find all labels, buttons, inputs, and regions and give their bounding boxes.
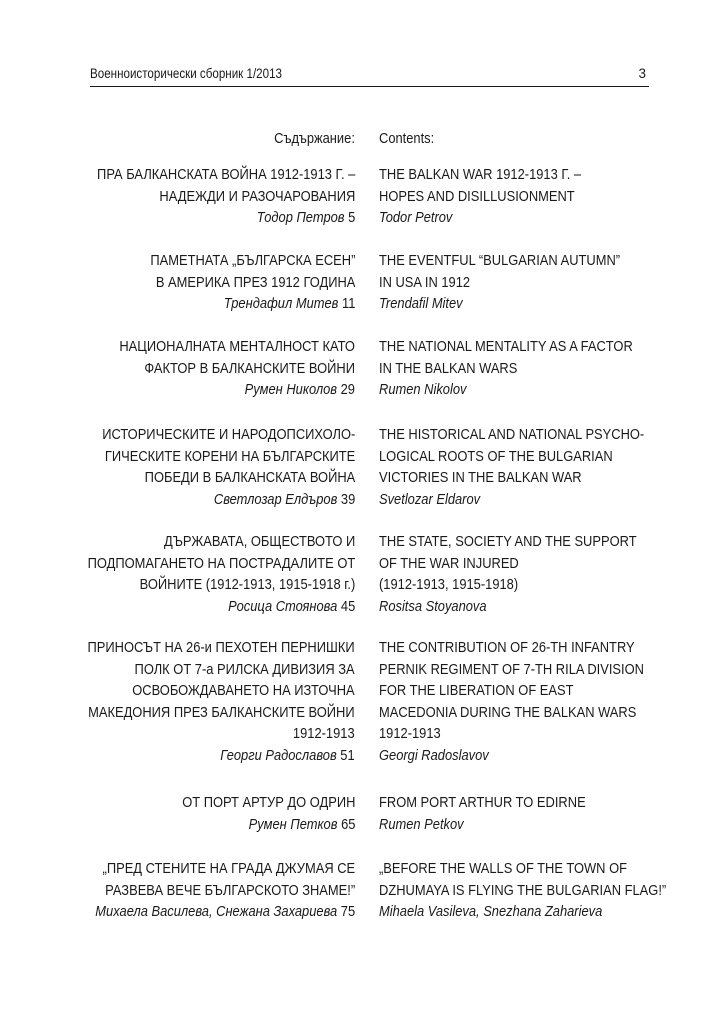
entry-author-bg: Трендафил Митев — [223, 295, 339, 312]
entry-title-en-line: THE CONTRIBUTION OF 26-TH INFANTRY — [379, 639, 635, 656]
entry-author-en: Rumen Nikolov — [379, 381, 467, 398]
entry-title-en-line: DZHUMAYA IS FLYING THE BULGARIAN FLAG!” — [379, 881, 667, 899]
toc-entry-en — [379, 250, 620, 315]
entry-title-en-line: (1912-1913, 1915-1918) — [379, 576, 519, 593]
toc-entry-en — [379, 531, 637, 617]
toc-entry-bg — [88, 637, 355, 766]
entry-title-bg-line: ПРИНОСЪТ НА 26-и ПЕХОТЕН ПЕРНИШКИ — [87, 639, 355, 656]
entry-title-bg-line: МАКЕДОНИЯ ПРЕЗ БАЛКАНСКИТЕ ВОЙНИ — [88, 703, 355, 721]
entry-title-en-line: THE EVENTFUL “BULGARIAN AUTUMN” — [379, 252, 621, 269]
entry-title-bg-line: ПОБЕДИ В БАЛКАНСКАТА ВОЙНА — [144, 469, 355, 486]
page-number: 3 — [638, 66, 646, 81]
entry-page-number: 39 — [340, 490, 355, 508]
entry-title-en-line: MACEDONIA DURING THE BALKAN WARS — [379, 703, 637, 721]
toc-entry-bg — [95, 858, 355, 923]
entry-author-page-bg — [88, 745, 355, 767]
entry-author-bg: Михаела Василева, Снежана Захариева — [95, 903, 338, 920]
entry-author-en: Todor Petrov — [379, 209, 453, 226]
entry-title-bg-line: 1912-1913 — [293, 725, 355, 742]
entry-title-bg-line: ПОЛК ОТ 7-а РИЛСКА ДИВИЗИЯ ЗА — [134, 660, 355, 678]
toc-entry-bg — [87, 531, 355, 617]
entry-title-en-line: IN THE BALKAN WARS — [379, 359, 518, 377]
entry-author-page-bg — [150, 293, 355, 315]
entry-title-en-line: PERNIK REGIMENT OF 7-TH RILA DIVISION — [379, 660, 644, 678]
entry-author-en: Mihaela Vasileva, Snezhana Zaharieva — [379, 903, 603, 920]
entry-title-en-line: THE STATE, SOCIETY AND THE SUPPORT — [379, 533, 637, 550]
entry-author-bg: Георги Радославов — [220, 746, 338, 764]
entry-author-en: Rumen Petkov — [379, 815, 464, 833]
entry-title-en-line: THE NATIONAL MENTALITY AS A FACTOR — [379, 338, 633, 355]
entry-title-bg-line: ВОЙНИТЕ (1912-1913, 1915-1918 г.) — [139, 576, 355, 593]
entry-title-en-line: FOR THE LIBERATION OF EAST — [379, 682, 574, 699]
entry-title-bg-line: ДЪРЖАВАТА, ОБЩЕСТВОТО И — [163, 533, 355, 550]
entry-author-en: Svetlozar Eldarov — [379, 490, 481, 508]
entry-title-en-line: THE BALKAN WAR 1912-1913 Г. – — [379, 166, 582, 183]
entry-title-bg-line: НАЦИОНАЛНАТА МЕНТАЛНОСТ КАТО — [119, 338, 355, 355]
entry-title-bg-line: В АМЕРИКА ПРЕЗ 1912 ГОДИНА — [155, 273, 355, 291]
toc-entry-bg — [150, 250, 355, 315]
toc-entry-en — [379, 336, 633, 401]
entry-author-page-bg — [87, 596, 355, 618]
entry-page-number: 75 — [340, 903, 355, 920]
entry-title-en-line: THE HISTORICAL AND NATIONAL PSYCHO- — [379, 426, 645, 443]
toc-entry-bg — [119, 336, 355, 401]
entry-page-number: 5 — [347, 209, 355, 226]
entry-title-en-line: FROM PORT ARTHUR TO EDIRNE — [379, 794, 586, 811]
contents-heading-en: Contents: — [379, 130, 435, 147]
toc-entry-bg — [102, 424, 355, 510]
entry-page-number: 65 — [340, 815, 355, 833]
entry-title-en-line: HOPES AND DISILLUSIONMENT — [379, 187, 575, 205]
entry-author-page-bg — [182, 814, 355, 836]
entry-author-page-bg — [97, 207, 355, 229]
entry-author-page-bg — [102, 489, 355, 511]
entry-title-en-line: 1912-1913 — [379, 725, 441, 742]
entry-title-bg-line: ФАКТОР В БАЛКАНСКИТЕ ВОЙНИ — [144, 359, 355, 377]
entry-title-bg-line: ИСТОРИЧЕСКИТЕ И НАРОДОПСИХОЛО- — [101, 426, 355, 443]
entry-author-page-bg — [119, 379, 355, 401]
entry-title-bg-line: „ПРЕД СТЕНИТЕ НА ГРАДА ДЖУМАЯ СЕ — [102, 860, 356, 877]
entry-title-en-line: IN USA IN 1912 — [379, 273, 471, 291]
entry-title-bg-line: ПАМЕТНАТА „БЪЛГАРСКА ЕСЕН” — [149, 252, 355, 269]
entry-author-bg: Румен Николов — [244, 381, 338, 398]
contents-heading-bg: Съдържание: — [274, 130, 355, 147]
entry-page-number: 11 — [341, 295, 355, 312]
entry-page-number: 51 — [340, 746, 355, 764]
entry-author-en: Georgi Radoslavov — [379, 746, 489, 764]
entry-title-bg-line: ОСВОБОЖДАВАНЕТО НА ИЗТОЧНА — [132, 682, 355, 699]
entry-author-bg: Тодор Петров — [256, 209, 345, 226]
entry-author-bg: Светлозар Елдъров — [213, 490, 338, 508]
entry-title-bg-line: ПОДПОМАГАНЕТО НА ПОСТРАДАЛИТЕ ОТ — [87, 554, 355, 572]
entry-page-number: 45 — [340, 597, 355, 615]
toc-entry-en — [379, 424, 644, 510]
toc-entry-bg — [97, 164, 355, 229]
entry-title-en-line: VICTORIES IN THE BALKAN WAR — [379, 469, 582, 486]
entry-author-bg: Румен Петков — [248, 815, 338, 833]
entry-author-page-bg — [95, 901, 355, 923]
entry-author-en: Rositsa Stoyanova — [379, 597, 487, 615]
toc-entry-en — [379, 164, 581, 229]
toc-entry-en — [379, 858, 666, 923]
toc-entry-en — [379, 792, 586, 835]
entry-title-bg-line: ПРА БАЛКАНСКАТА ВОЙНА 1912-1913 Г. – — [96, 166, 355, 183]
toc-entry-bg — [182, 792, 355, 835]
entry-title-bg-line: РАЗВЕВА ВЕЧЕ БЪЛГАРСКОТО ЗНАМЕ!” — [104, 881, 356, 899]
entry-title-bg-line: ГИЧЕСКИТЕ КОРЕНИ НА БЪЛГАРСКИТЕ — [104, 447, 355, 465]
entry-author-en: Trendafil Mitev — [379, 295, 463, 312]
entry-page-number: 29 — [340, 381, 355, 398]
entry-title-bg-line: ОТ ПОРТ АРТУР ДО ОДРИН — [181, 794, 355, 811]
journal-title: Военноисторически сборник 1/2013 — [90, 66, 283, 81]
entry-title-en-line: OF THE WAR INJURED — [379, 554, 519, 572]
entry-author-bg: Росица Стоянова — [227, 597, 338, 615]
running-header — [90, 66, 650, 86]
entry-title-bg-line: НАДЕЖДИ И РАЗОЧАРОВАНИЯ — [159, 187, 355, 205]
header-rule — [90, 86, 649, 87]
toc-entry-en — [379, 637, 644, 766]
entry-title-en-line: LOGICAL ROOTS OF THE BULGARIAN — [379, 447, 613, 465]
entry-title-en-line: „BEFORE THE WALLS OF THE TOWN OF — [379, 860, 628, 877]
